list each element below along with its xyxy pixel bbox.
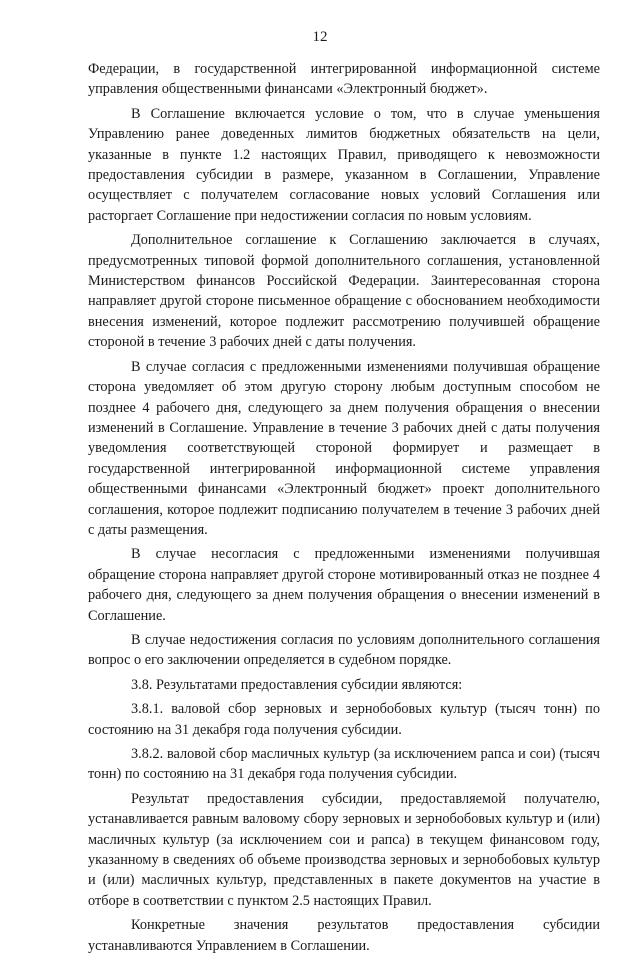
section-heading-3-8: 3.8. Результатами предоставления субсидии являются: [131, 676, 463, 693]
paragraph: В Соглашение включается условие о том, что в случае уменьшения Управлению ранее доведенных лимитов бюджетных обязательств на цели, указанные в пункте 1.2 настоящих Правил, приводящего к невозможности предоставления субсидии в размере, указанном в Соглашении, Управление осуществляет с получателем согласование новых условий Соглашения или расторгает Соглашение при недостижении согласия по новым условиям. [88, 105, 600, 224]
list-item-3-8-2: 3.8.2. валовой сбор масличных культур (за исключением рапса и сои) (тысяч тонн) по состоянию на 31 декабря года получения субсидии. [88, 746, 600, 783]
list-item-3-8-1: 3.8.1. валовой сбор зерновых и зернобобовых культур (тысяч тонн) по состоянию на 31 декабря года получения субсидии. [88, 701, 600, 738]
paragraph: В случае несогласия с предложенными изменениями получившая обращение сторона направляет другой стороне мотивированный отказ не позднее 4 рабочего дня, следующего за днем получения обращения о внесении изменений в Соглашение. [88, 546, 600, 624]
paragraph: Федерации, в государственной интегрированной информационной системе управления общественными финансами «Электронный бюджет». [88, 61, 600, 98]
paragraph: Конкретные значения результатов предоставления субсидии устанавливаются Управлением в Соглашении. [88, 917, 600, 954]
document-body [88, 59, 600, 956]
paragraph: Дополнительное соглашение к Соглашению заключается в случаях, предусмотренных типовой формой дополнительного соглашения, установленной Министерством финансов Российской Федерации. Заинтересованная сторона направляет другой стороне письменное обращение с обоснованием необходимости внесения изменений, которое подлежит рассмотрению получившей обращение стороной в течение 3 рабочих дней с даты получения. [88, 232, 600, 351]
paragraph: В случае недостижения согласия по условиям дополнительного соглашения вопрос о его заключении определяется в судебном порядке. [88, 631, 600, 669]
page-number: 12 [312, 29, 328, 45]
paragraph: В случае согласия с предложенными изменениями получившая обращение сторона уведомляет об этом другую сторону любым доступным способом не позднее 4 рабочего дня, следующего за днем получения обращения о внесении изменений в Соглашение. Управление в течение 3 рабочих дней с даты получения уведомления соответствующей стороной формирует и размещает в государственной интегрированной информационной системе управления общественными финансами «Электронный бюджет» проект дополнительного соглашения, которое подлежит подписанию получателем в течение 3 рабочих дней с даты размещения. [88, 358, 600, 538]
paragraph: Результат предоставления субсидии, предоставляемой получателю, устанавливается равным валовому сбору зерновых и зернобобовых культур и (или) масличных культур (за исключением сои и рапса) в текущем финансовом году, указанному в сведениях об объеме производства зерновых и зернобобовых культур и (или) масличных культур, представленных в пакете документов на участие в отборе в соответствии с пунктом 2.5 настоящих Правил. [88, 790, 600, 909]
